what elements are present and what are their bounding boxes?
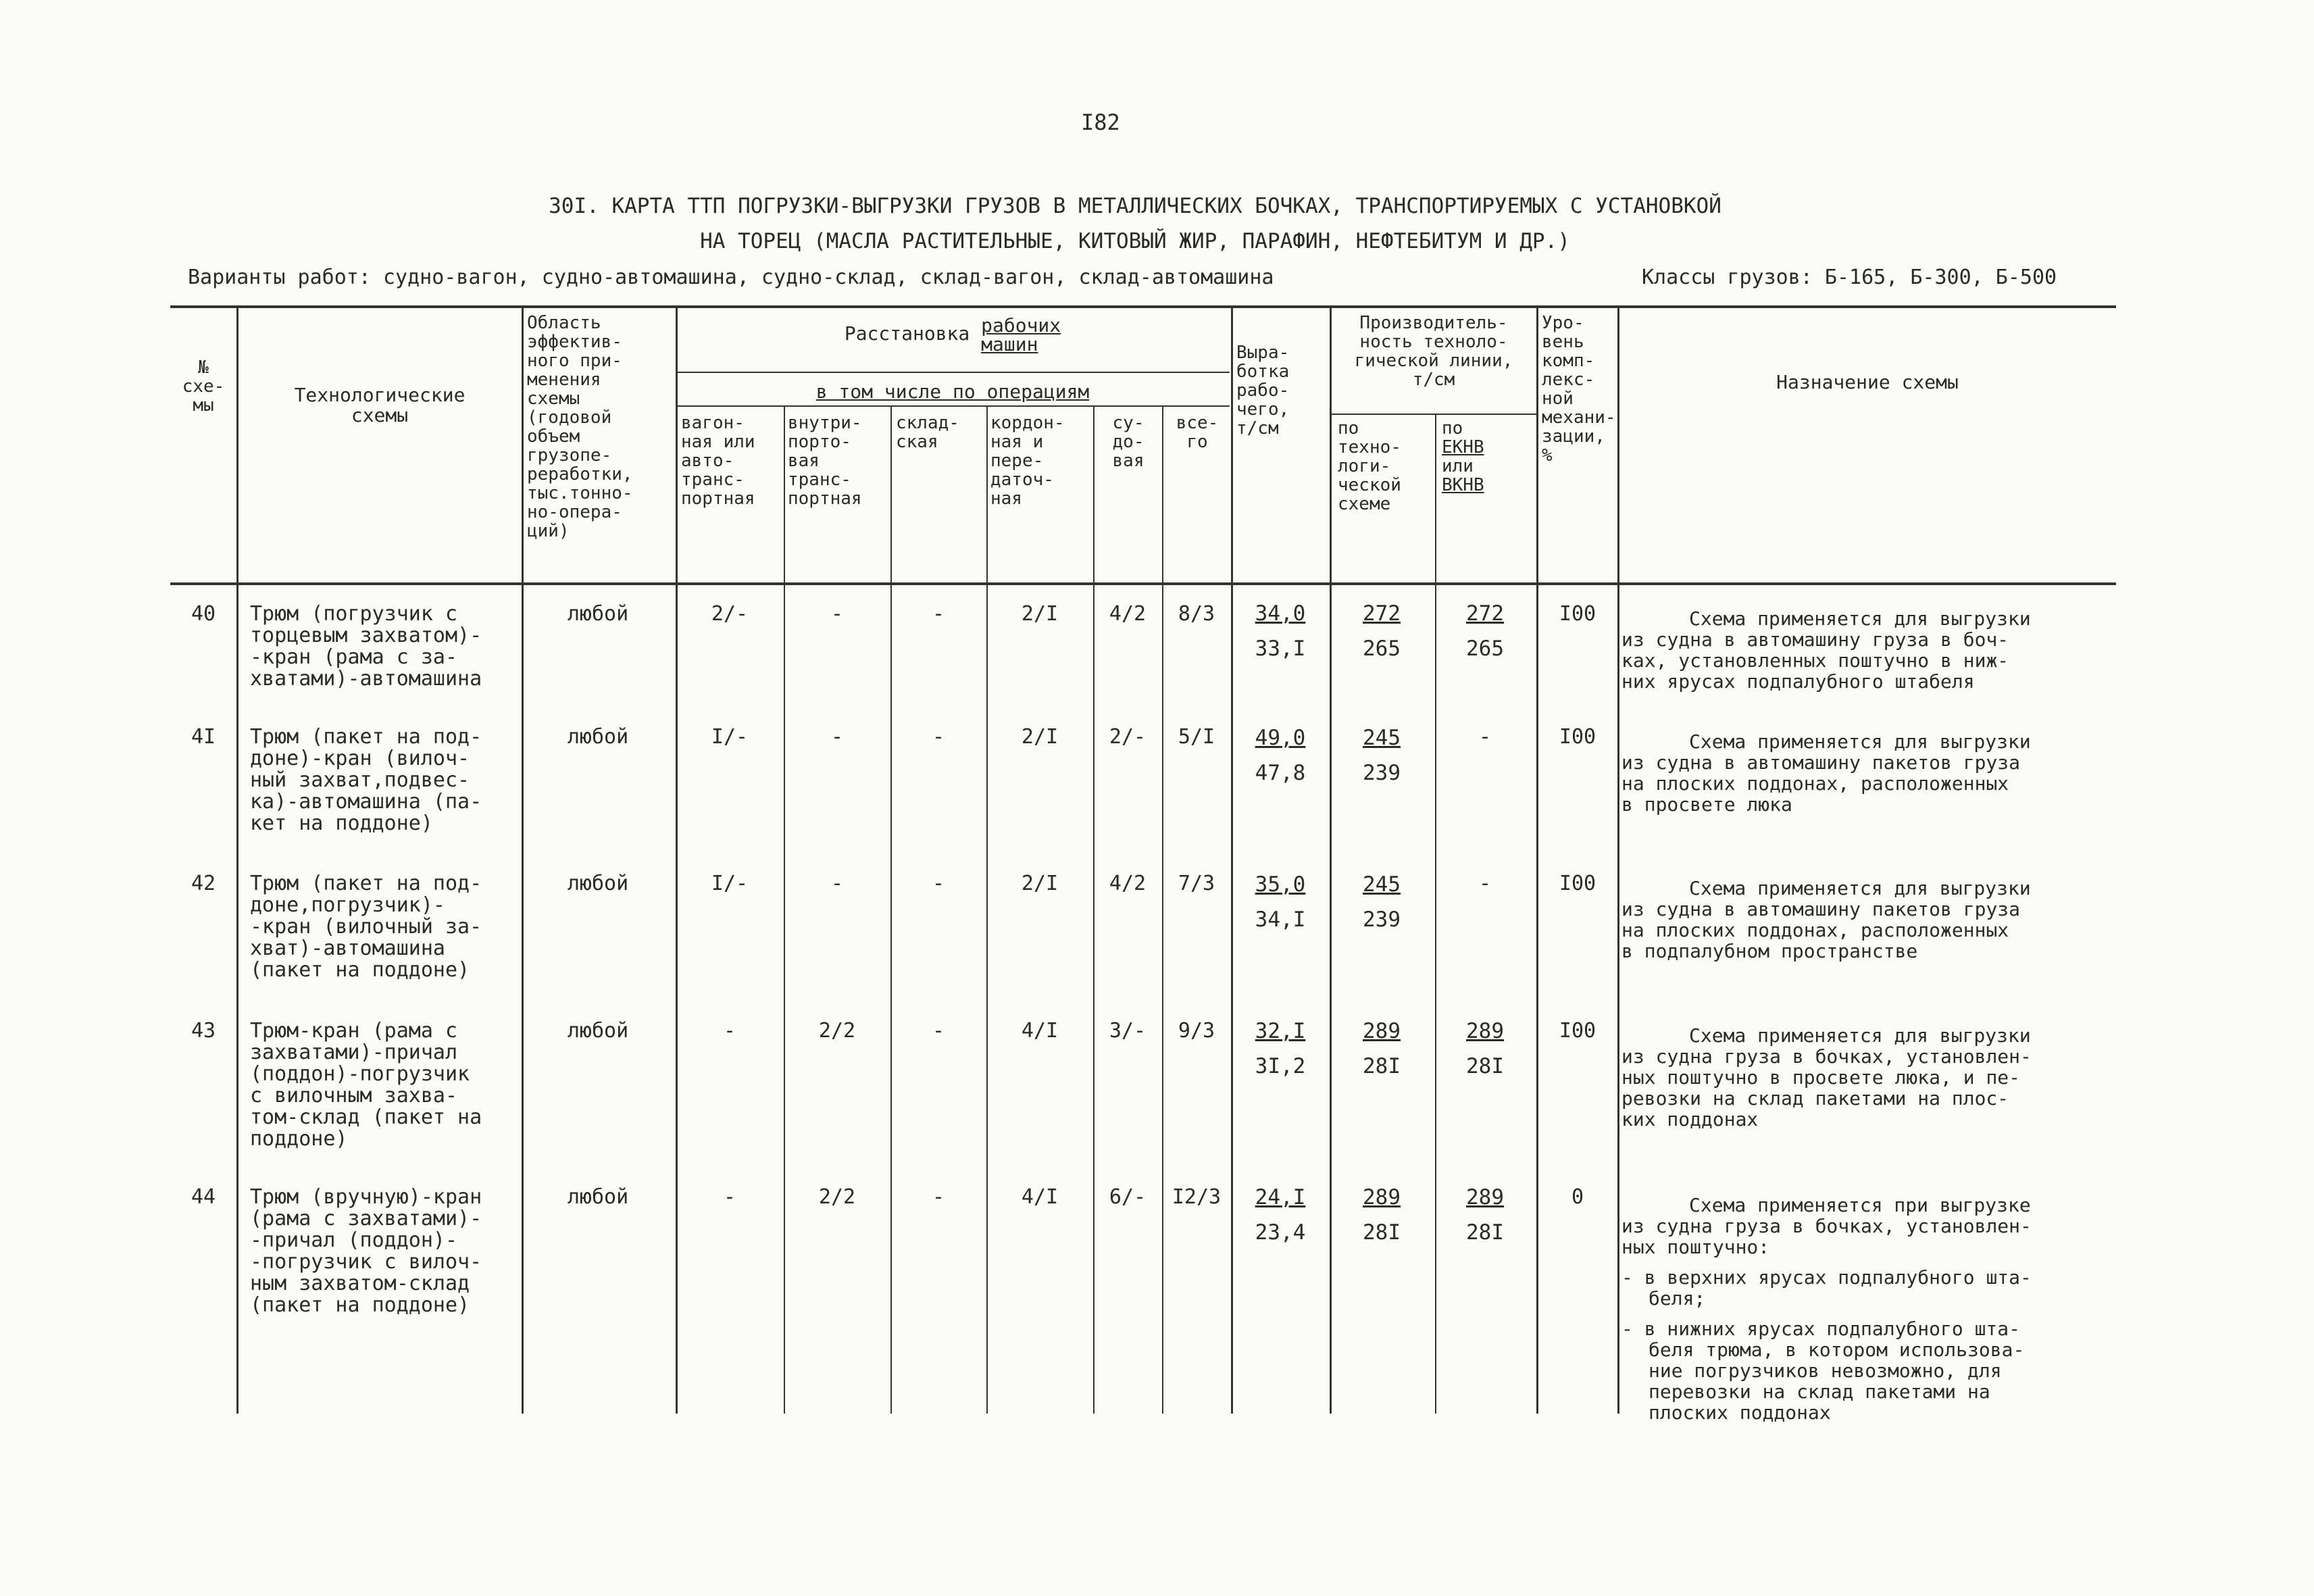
purpose-bullet: - в нижних ярусах подпалубного шта- беля трюма, в котором использова- ние погрузчиков невозможно, для перевозки на склад пакетами на плоских поддонах (1621, 1318, 2025, 1424)
scheme-number: 40 (191, 602, 216, 626)
wagon-workers: I/- (711, 725, 749, 749)
ship-workers: 4/2 (1109, 602, 1147, 626)
cordon-workers: 2/I (1021, 725, 1059, 749)
scheme-purpose: Схема применяется при выгрузке из судна груза в бочках, установлен- ных поштучно: - в верхних ярусах подпалубного шта- беля; - в нижних ярусах подпалубного шта- беля трюма, в котором использова- ние погрузчиков невозможно, для перевозки на склад пакетами на плоских поддонах (1621, 1195, 2121, 1423)
scheme-description: Трюм-кран (рама с захватами)-причал (поддон)-погрузчик с вилочным захва- том-склад (пакет на поддоне) (250, 1019, 482, 1151)
col-divider (676, 305, 678, 1414)
productivity-divider (1330, 414, 1536, 415)
page-number: I82 (1081, 109, 1120, 135)
col-divider (1536, 305, 1538, 1414)
header-worker-placement: Расстановка рабочих машин (844, 314, 1061, 355)
total-workers: I2/3 (1172, 1185, 1222, 1209)
worker-output: $\frac{24,I}{23,4}$ (1255, 1185, 1306, 1245)
warehouse-workers: - (932, 725, 945, 749)
productivity-ekhnv: $\frac{289}{28I}$ (1466, 1185, 1504, 1245)
productivity-ekhnv: - (1478, 872, 1492, 895)
intraport-workers: - (830, 872, 844, 895)
wagon-workers: - (723, 1185, 736, 1209)
total-workers: 8/3 (1178, 602, 1215, 626)
col-divider (1617, 305, 1619, 1414)
col-divider (784, 405, 785, 1414)
productivity-ekhnv: $\frac{289}{28I}$ (1466, 1019, 1504, 1078)
cordon-workers: 2/I (1021, 872, 1059, 895)
header-by-operations: в том числе по операциям (815, 380, 1090, 403)
cordon-workers: 2/I (1021, 602, 1059, 626)
scheme-description: Трюм (пакет на под- доне,погрузчик)- -кран (вилочный за- хват)-автомашина (пакет на поддоне) (250, 872, 482, 982)
application-area: любой (567, 1019, 629, 1043)
col-divider (890, 405, 892, 1414)
header-intraport-transport: внутри- порто- вая транс- портная (788, 413, 862, 509)
mechanization-level: I00 (1559, 1019, 1596, 1043)
application-area: любой (567, 1185, 629, 1209)
scheme-description: Трюм (пакет на под- доне)-кран (вилоч- ный захват,подвес- ка)-автомашина (па- кет на поддоне) (250, 725, 482, 835)
table-top-border (170, 305, 2116, 308)
scheme-number: 4I (191, 725, 216, 749)
scheme-description: Трюм (вручную)-кран (рама с захватами)- -причал (поддон)- -погрузчик с вилоч- ным захватом-склад (пакет на поддоне) (250, 1185, 482, 1317)
header-cordon-transfer: кордон- ная и пере- даточ- ная (990, 413, 1065, 509)
mechanization-level: I00 (1559, 725, 1596, 749)
header-bottom-border (170, 582, 2116, 585)
intraport-workers: 2/2 (818, 1185, 856, 1209)
wagon-workers: I/- (711, 872, 749, 895)
productivity-tech: $\frac{289}{28I}$ (1363, 1185, 1401, 1245)
mechanization-level: I00 (1559, 602, 1596, 626)
cordon-workers: 4/I (1021, 1019, 1059, 1043)
placement-divider (676, 372, 1230, 373)
scheme-number: 44 (191, 1185, 216, 1209)
header-wagon-auto-transport: вагон- ная или авто- транс- портная (681, 413, 755, 509)
scheme-purpose: Схема применяется для выгрузки из судна в автомашину пакетов груза на плоских поддонах, расположенных в просвете люка (1621, 730, 2031, 816)
warehouse-workers: - (932, 602, 945, 626)
warehouse-workers: - (932, 1185, 945, 1209)
scheme-description: Трюм (погрузчик с торцевым захватом)- -кран (рама с за- хватами)-автомашина (250, 602, 482, 691)
warehouse-workers: - (932, 872, 945, 895)
header-warehouse: склад- ская (896, 413, 959, 452)
header-scheme-number: № схе- мы (182, 357, 225, 416)
productivity-tech: $\frac{245}{239}$ (1363, 726, 1401, 785)
col-divider (1231, 305, 1233, 1414)
worker-output: $\frac{34,0}{33,I}$ (1255, 601, 1306, 661)
col-divider (1093, 405, 1095, 1414)
scheme-number: 42 (191, 872, 216, 895)
wagon-workers: - (723, 1019, 736, 1043)
scheme-purpose: Схема применяется для выгрузки из судна в автомашину пакетов груза на плоских поддонах, расположенных в подпалубном пространстве (1621, 877, 2031, 962)
mechanization-level: 0 (1571, 1185, 1584, 1209)
application-area: любой (567, 725, 629, 749)
col-divider (1435, 414, 1436, 1414)
scheme-purpose: Схема применяется для выгрузки из судна груза в бочках, установлен- ных поштучно в просвете люка, и пе- ревозки на склад пакетами на плос- ких поддонах (1621, 1024, 2032, 1130)
total-workers: 9/3 (1178, 1019, 1215, 1043)
header-line-productivity: Производитель- ность техноло- гической линии, т/см (1354, 313, 1513, 390)
worker-output: $\frac{32,I}{3I,2}$ (1255, 1019, 1306, 1078)
intraport-workers: - (830, 602, 844, 626)
ship-workers: 3/- (1109, 1019, 1147, 1043)
header-worker-output: Выра- ботка рабо- чего, т/см (1236, 343, 1290, 439)
card-title-line-2: НА ТОРЕЦ (МАСЛА РАСТИТЕЛЬНЫЕ, КИТОВЫЙ ЖИР, ПАРАФИН, НЕФТЕБИТУМ И ДР.) (700, 229, 1570, 253)
intraport-workers: - (830, 725, 844, 749)
header-scheme-purpose: Назначение схемы (1776, 371, 1959, 393)
application-area: любой (567, 872, 629, 895)
worker-output: $\frac{35,0}{34,I}$ (1255, 872, 1306, 932)
work-variants: Варианты работ: судно-вагон, судно-автомашина, судно-склад, склад-вагон, склад-автомашина (188, 266, 1274, 289)
col-divider (236, 305, 238, 1414)
mechanization-level: I00 (1559, 872, 1596, 895)
ship-workers: 4/2 (1109, 872, 1147, 895)
ship-workers: 6/- (1109, 1185, 1147, 1209)
header-application-area: Область эффектив- ного при- менения схемы (годовой объем грузопе- реработки, тыс.тонно- но-опера- ций) (527, 313, 633, 541)
wagon-workers: 2/- (711, 602, 749, 626)
ops-divider (676, 405, 1230, 407)
purpose-bullet: - в верхних ярусах подпалубного шта- беля; (1621, 1266, 2032, 1310)
scheme-purpose: Схема применяется для выгрузки из судна в автомашину груза в боч- ках, установленных поштучно в ниж- них ярусах подпалубного штабеля (1621, 607, 2031, 693)
header-ship: су- до- вая (1112, 413, 1145, 471)
scheme-number: 43 (191, 1019, 216, 1043)
ship-workers: 2/- (1109, 725, 1147, 749)
productivity-tech: $\frac{289}{28I}$ (1363, 1019, 1401, 1078)
header-mechanization-level: Уро- вень комп- лекс- ной механи- зации, % (1542, 313, 1616, 466)
total-workers: 7/3 (1178, 872, 1215, 895)
header-by-tech-scheme: по техно- логи- ческой схеме (1338, 418, 1401, 514)
application-area: любой (567, 602, 629, 626)
productivity-ekhnv: $\frac{272}{265}$ (1466, 601, 1504, 661)
col-divider (1330, 305, 1332, 1414)
warehouse-workers: - (932, 1019, 945, 1043)
col-divider (1162, 405, 1163, 1414)
productivity-tech: $\frac{272}{265}$ (1363, 601, 1401, 661)
total-workers: 5/I (1178, 725, 1215, 749)
cordon-workers: 4/I (1021, 1185, 1059, 1209)
col-divider (986, 405, 988, 1414)
worker-output: $\frac{49,0}{47,8}$ (1255, 726, 1306, 785)
card-title-line-1: 30I. КАРТА ТТП ПОГРУЗКИ-ВЫГРУЗКИ ГРУЗОВ В МЕТАЛЛИЧЕСКИХ БОЧКАХ, ТРАНСПОРТИРУЕМЫХ С УСТАНОВКОЙ (549, 194, 1721, 218)
productivity-ekhnv: - (1478, 725, 1492, 749)
header-by-ekhnv: по ЕКНВ или ВКНВ (1442, 418, 1484, 495)
cargo-classes: Классы грузов: Б-165, Б-300, Б-500 (1642, 266, 2057, 289)
productivity-tech: $\frac{245}{239}$ (1363, 872, 1401, 932)
intraport-workers: 2/2 (818, 1019, 856, 1043)
header-technological-schemes: Технологические схемы (294, 384, 466, 426)
header-total: все- го (1176, 413, 1219, 452)
